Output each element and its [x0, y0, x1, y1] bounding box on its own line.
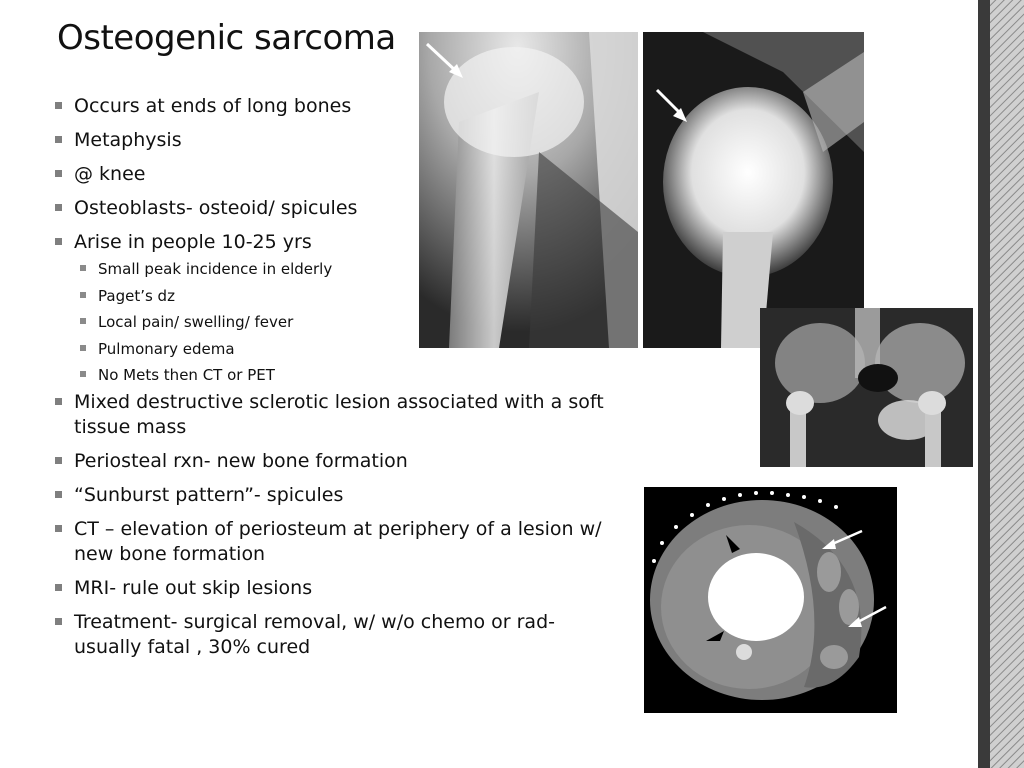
bullet-marker-icon	[55, 170, 62, 177]
bullet-item	[55, 576, 620, 601]
bullet-text: Osteoblasts- osteoid/ spicules	[74, 197, 358, 219]
bullet-item	[55, 390, 620, 440]
bullet-text: Arise in people 10-25 yrs	[74, 231, 312, 253]
bullet-marker-icon	[80, 371, 86, 377]
bullet-marker-icon	[80, 292, 86, 298]
pelvis-xray	[760, 308, 973, 467]
slide-title: Osteogenic sarcoma	[57, 18, 396, 58]
bullet-text: MRI- rule out skip lesions	[74, 577, 313, 599]
bullet-item	[55, 517, 620, 567]
bullet-text: Metaphysis	[74, 129, 182, 151]
bullet-marker-icon	[55, 204, 62, 211]
bullet-marker-icon	[80, 345, 86, 351]
bullet-marker-icon	[55, 584, 62, 591]
femur-xray-right	[643, 32, 864, 348]
bullet-text: No Mets then CT or PET	[98, 366, 275, 384]
bullet-marker-icon	[55, 491, 62, 498]
bullet-text: Pulmonary edema	[98, 339, 235, 358]
femur-xray-left	[419, 32, 638, 348]
bullet-text: “Sunburst pattern”- spicules	[74, 484, 344, 506]
sub-bullet-item	[80, 365, 620, 385]
bullet-text: @ knee	[74, 163, 146, 185]
bullet-marker-icon	[55, 102, 62, 109]
bullet-text: CT – elevation of periosteum at periphery of a lesion w/ new bone formation	[74, 518, 602, 565]
bullet-text: Treatment- surgical removal, w/ w/o chemo or rad- usually fatal , 30% cured	[74, 611, 555, 658]
bullet-text: Occurs at ends of long bones	[74, 95, 352, 117]
bullet-text: Small peak incidence in elderly	[98, 260, 333, 278]
decorative-edge-strip	[978, 0, 1024, 768]
bullet-item	[55, 610, 620, 660]
bullet-marker-icon	[55, 618, 62, 625]
bullet-text: Local pain/ swelling/ fever	[98, 313, 294, 331]
bullet-marker-icon	[80, 265, 86, 271]
bullet-marker-icon	[55, 398, 62, 405]
bullet-marker-icon	[55, 136, 62, 143]
bullet-item	[55, 483, 620, 508]
bullet-text: Mixed destructive sclerotic lesion associated with a soft tissue mass	[74, 391, 604, 438]
ct-axial-image	[644, 487, 897, 713]
bullet-text: Paget’s dz	[98, 286, 175, 305]
bullet-text: Periosteal rxn- new bone formation	[74, 450, 408, 472]
bullet-marker-icon	[55, 457, 62, 464]
bullet-item	[55, 449, 620, 474]
bullet-marker-icon	[55, 525, 62, 532]
bullet-marker-icon	[80, 318, 86, 324]
bullet-marker-icon	[55, 238, 62, 245]
